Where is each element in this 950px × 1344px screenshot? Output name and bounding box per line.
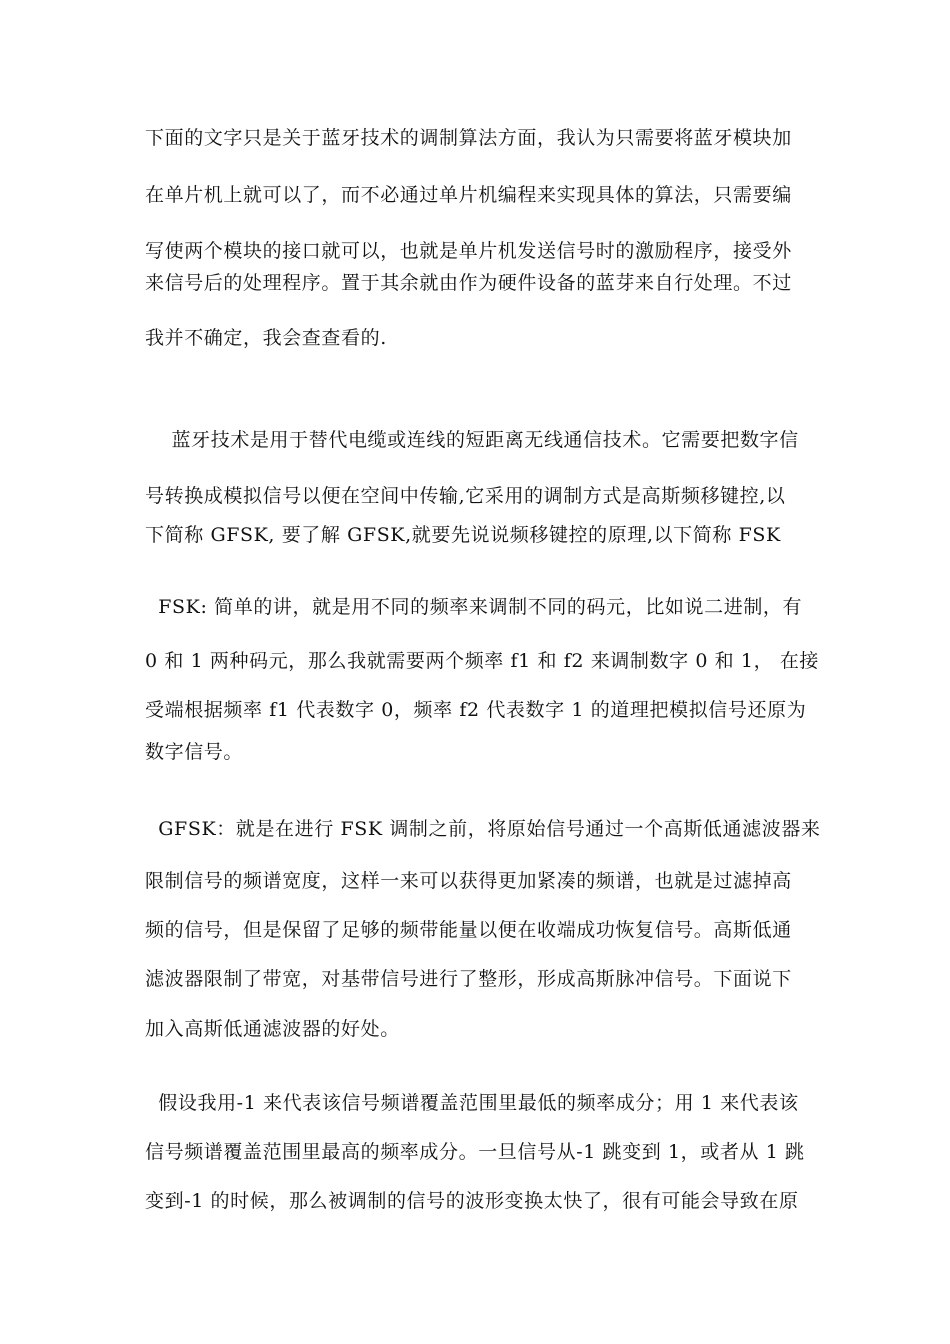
paragraph-4-line-3: 频的信号，但是保留了足够的频带能量以便在收端成功恢复信号。高斯低通 bbox=[145, 919, 792, 941]
paragraph-1-line-2: 在单片机上就可以了，而不必通过单片机编程来实现具体的算法，只需要编 bbox=[145, 184, 792, 206]
paragraph-1-line-1: 下面的文字只是关于蓝牙技术的调制算法方面，我认为只需要将蓝牙模块加 bbox=[145, 127, 792, 149]
paragraph-1-line-5: 我并不确定，我会查查看的. bbox=[145, 327, 387, 349]
paragraph-1-line-4: 来信号后的处理程序。置于其余就由作为硬件设备的蓝芽来自行处理。不过 bbox=[145, 272, 792, 294]
paragraph-5-line-1: 假设我用-1 来代表该信号频谱覆盖范围里最低的频率成分；用 1 来代表该 bbox=[145, 1092, 799, 1114]
paragraph-1-line-3: 写使两个模块的接口就可以，也就是单片机发送信号时的激励程序，接受外 bbox=[145, 240, 792, 262]
paragraph-3-line-2: 0 和 1 两种码元，那么我就需要两个频率 f1 和 f2 来调制数字 0 和 1， 在接 bbox=[145, 650, 820, 672]
paragraph-4-line-2: 限制信号的频谱宽度，这样一来可以获得更加紧凑的频谱，也就是过滤掉高 bbox=[145, 870, 792, 892]
paragraph-5-line-3: 变到-1 的时候，那么被调制的信号的波形变换太快了，很有可能会导致在原 bbox=[145, 1190, 799, 1212]
paragraph-4-line-5: 加入高斯低通滤波器的好处。 bbox=[145, 1018, 400, 1040]
paragraph-5-line-2: 信号频谱覆盖范围里最高的频率成分。一旦信号从-1 跳变到 1，或者从 1 跳 bbox=[145, 1141, 805, 1163]
paragraph-3-line-4: 数字信号。 bbox=[145, 741, 244, 763]
paragraph-2-line-2: 号转换成模拟信号以便在空间中传输,它采用的调制方式是高斯频移键控,以 bbox=[145, 485, 786, 507]
paragraph-4-line-1: GFSK：就是在进行 FSK 调制之前，将原始信号通过一个高斯低通滤波器来 bbox=[145, 818, 821, 840]
paragraph-4-line-4: 滤波器限制了带宽，对基带信号进行了整形，形成高斯脉冲信号。下面说下 bbox=[145, 968, 792, 990]
paragraph-3-line-3: 受端根据频率 f1 代表数字 0，频率 f2 代表数字 1 的道理把模拟信号还原为 bbox=[145, 699, 807, 721]
paragraph-3-line-1: FSK: 简单的讲，就是用不同的频率来调制不同的码元，比如说二进制，有 bbox=[145, 596, 803, 618]
paragraph-2-line-3: 下简称 GFSK, 要了解 GFSK,就要先说说频移键控的原理,以下简称 FSK bbox=[145, 524, 781, 546]
paragraph-2-line-1: 蓝牙技术是用于替代电缆或连线的短距离无线通信技术。它需要把数字信 bbox=[145, 429, 799, 451]
